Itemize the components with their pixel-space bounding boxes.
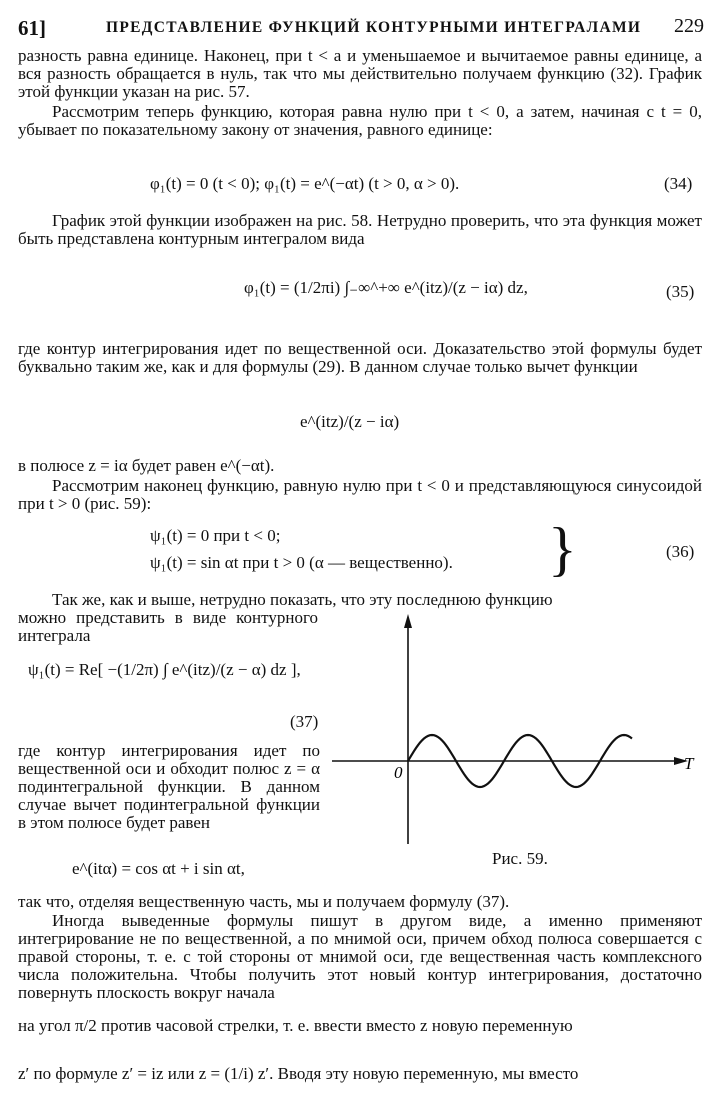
equation-36-line-1-text: ψ₁(t) = 0 при t < 0; [150, 526, 281, 545]
euler-formula [72, 859, 245, 879]
paragraph-2 [18, 103, 702, 139]
equation-34-number: (34) [664, 174, 693, 193]
paragraph-7-text: Так же, как и выше, нетрудно показать, что эту последнюю функцию [52, 591, 553, 609]
paragraph-10-text: Иногда выведенные формулы пишут в другом виде, а именно применяют интегрирование не по вещественной, а по мнимой оси, причем обход полюса совершается с правой стороны, т. е. с той стороны от мнимой оси, где вещественная часть комплексного числа положительна. Чтобы получить этот новый контур интегрирования, достаточно повернуть плоскость вокруг начала [18, 911, 702, 1002]
paragraph-11 [18, 1017, 702, 1035]
paragraph-4 [18, 340, 702, 376]
equation-36-line-2-text: ψ₁(t) = sin αt при t > 0 (α — вещественно). [150, 553, 453, 572]
equation-36-line-2 [150, 553, 453, 573]
residue-fraction [300, 412, 399, 432]
paragraph-5 [18, 457, 702, 475]
equation-34 [150, 174, 459, 194]
paragraph-8-text: где контур интегрирования идет по вещественной оси и обходит полюс z = α подинтегральной функции. В данном случае вычет подинтегральной функции в этом полюсе будет равен [18, 741, 320, 832]
section-number: 61] [18, 16, 46, 40]
paragraph-11-text: на угол π/2 против часовой стрелки, т. е. ввести вместо z новую переменную [18, 1016, 573, 1035]
paragraph-12-text: z′ по формуле z′ = iz или z = (1/i) z′. Вводя эту новую переменную, мы вместо [18, 1064, 579, 1083]
paragraph-4-text: где контур интегрирования идет по вещественной оси. Доказательство этой формулы будет буквально таким же, как и для формулы (29). В данном случае только вычет функции [18, 339, 702, 376]
paragraph-9-text: так что, отделяя вещественную часть, мы и получаем формулу (37). [18, 892, 510, 911]
paragraph-1-text: разность равна единице. Наконец, при t < a и уменьшаемое и вычитаемое равны единице, а вся разность обращается в нуль, так что мы действительно получаем функцию (32). График этой функции указан на рис. 57. [18, 46, 702, 101]
equation-37-number: (37) [290, 712, 319, 731]
equation-37 [28, 660, 318, 680]
paragraph-6 [18, 477, 702, 513]
equation-35-number: (35) [666, 282, 695, 301]
paragraph-2-text: Рассмотрим теперь функцию, которая равна нулю при t < 0, а затем, начиная с t = 0, убывает по показательному закону от значения, равного единице: [18, 102, 702, 139]
figure-59 [328, 612, 704, 852]
paragraph-1 [18, 47, 702, 101]
paragraph-7-continuation: можно представить в виде контурного интеграла [18, 608, 318, 645]
paragraph-6-text: Рассмотрим наконец функцию, равную нулю при t < 0 и представляющуюся синусоидой при t > 0 (рис. 59): [18, 476, 702, 513]
right-brace: } [548, 516, 577, 582]
equation-36-line-1 [150, 526, 280, 546]
equation-36-number: (36) [666, 542, 695, 561]
paragraph-12 [18, 1065, 702, 1083]
euler-formula-text: e^(itα) = cos αt + i sin αt, [72, 859, 245, 878]
paragraph-7-rest [18, 609, 318, 645]
t-axis-label: T [684, 754, 694, 773]
paragraph-9 [18, 893, 702, 911]
paragraph-5-text: в полюсе z = iα будет равен e^(−αt). [18, 456, 275, 475]
paragraph-8 [18, 742, 320, 832]
equation-35-text: φ₁(t) = (1/2πi) ∫₋∞^+∞ e^(itz)/(z − iα) dz, [244, 278, 528, 297]
residue-fraction-text: e^(itz)/(z − iα) [300, 412, 400, 431]
equation-37-text: ψ₁(t) = Re[ −(1/2π) ∫ e^(itz)/(z − α) dz ], [28, 660, 301, 679]
figure-caption: Рис. 59. [492, 849, 548, 868]
running-title: ПРЕДСТАВЛЕНИЕ ФУНКЦИЙ КОНТУРНЫМИ ИНТЕГРАЛАМИ [106, 19, 642, 36]
paragraph-10 [18, 912, 702, 1002]
vertical-axis-arrow [404, 614, 412, 628]
equation-35 [244, 256, 528, 326]
origin-label: 0 [394, 763, 403, 782]
paragraph-3-text: График этой функции изображен на рис. 58. Нетрудно проверить, что эта функция может быть представлена контурным интегралом вида [18, 211, 702, 248]
paragraph-3 [18, 212, 702, 248]
running-header [18, 12, 704, 42]
page-number: 229 [674, 15, 704, 37]
equation-34-text: φ₁(t) = 0 (t < 0); φ₁(t) = e^(−αt) (t > 0, α > 0). [150, 174, 460, 193]
paragraph-7-line-1 [18, 591, 702, 609]
